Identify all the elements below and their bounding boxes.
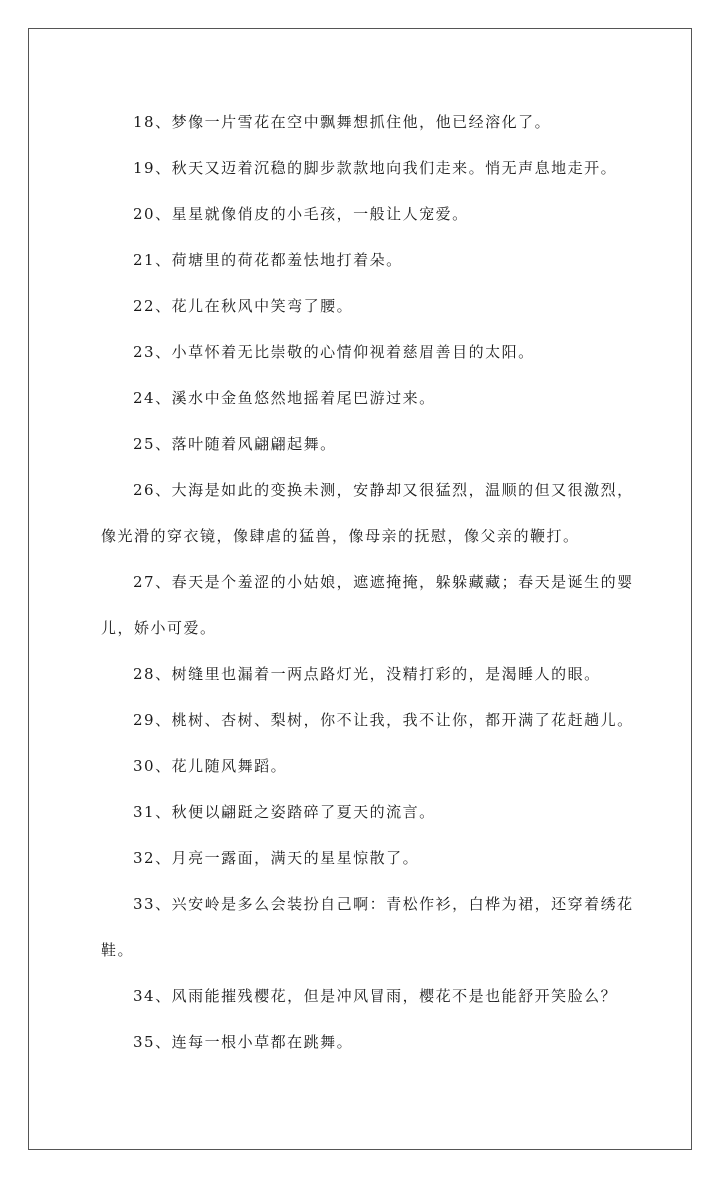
- paragraph-22: 22、花儿在秋风中笑弯了腰。: [133, 297, 354, 315]
- document-page: [28, 28, 692, 1150]
- paragraph-31: 31、秋便以翩跹之姿踏碎了夏天的流言。: [133, 803, 436, 821]
- paragraph-25: 25、落叶随着风翩翩起舞。: [133, 435, 337, 453]
- paragraph-27: 27、春天是个羞涩的小姑娘，遮遮掩掩，躲躲藏藏；春天是诞生的婴儿，娇小可爱。: [101, 573, 634, 637]
- paragraph-19: 19、秋天又迈着沉稳的脚步款款地向我们走来。悄无声息地走开。: [133, 159, 618, 177]
- paragraph-23: 23、小草怀着无比崇敬的心情仰视着慈眉善目的太阳。: [133, 343, 535, 361]
- paragraph-34: 34、风雨能摧残樱花，但是冲风冒雨，樱花不是也能舒开笑脸么？: [133, 987, 618, 1005]
- paragraph-32: 32、月亮一露面，满天的星星惊散了。: [133, 849, 420, 867]
- paragraph-28: 28、树缝里也漏着一两点路灯光，没精打彩的，是渴睡人的眼。: [133, 665, 601, 683]
- paragraph-33: 33、兴安岭是多么会装扮自己啊：青松作衫，白桦为裙，还穿着绣花鞋。: [101, 895, 634, 959]
- paragraph-24: 24、溪水中金鱼悠然地摇着尾巴游过来。: [133, 389, 436, 407]
- paragraph-18: 18、梦像一片雪花在空中飘舞想抓住他，他已经溶化了。: [133, 113, 552, 131]
- paragraph-21: 21、荷塘里的荷花都羞怯地打着朵。: [133, 251, 403, 269]
- paragraph-20: 20、星星就像俏皮的小毛孩，一般让人宠爱。: [133, 205, 469, 223]
- document-body: [101, 99, 641, 1065]
- paragraph-30: 30、花儿随风舞蹈。: [133, 757, 288, 775]
- paragraph-26: 26、大海是如此的变换未测，安静却又很猛烈，温顺的但又很激烈，像光滑的穿衣镜，像肆虐的猛兽，像母亲的抚慰，像父亲的鞭打。: [101, 481, 634, 545]
- paragraph-29: 29、桃树、杏树、梨树，你不让我，我不让你，都开满了花赶趟儿。: [133, 711, 634, 729]
- paragraph-35: 35、连每一根小草都在跳舞。: [133, 1033, 354, 1051]
